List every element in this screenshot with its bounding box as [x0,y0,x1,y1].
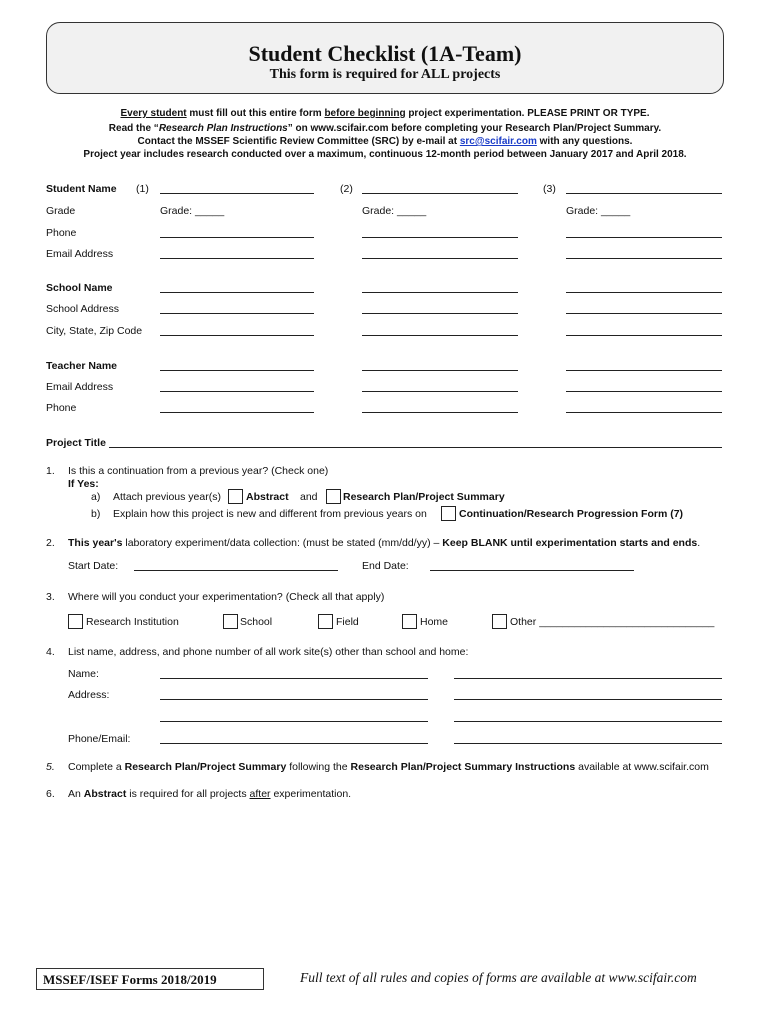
school-address-label: School Address [46,303,119,315]
worksite2-address2-field[interactable] [454,721,722,722]
project-title-label: Project Title [46,437,106,449]
student1-grade-field[interactable]: Grade: _____ [160,205,225,217]
abstract-label: Abstract [246,491,289,503]
worksite2-name-field[interactable] [454,678,722,679]
q4-text: List name, address, and phone number of all work site(s) other than school and home: [68,646,469,658]
student1-teacher-phone-field[interactable] [160,412,314,413]
and-label: and [300,491,318,503]
q6-a: An [68,788,84,800]
intro-text: must fill out this entire form [186,108,325,119]
student2-name-field[interactable] [362,193,518,194]
q6-b: Abstract [83,788,127,800]
worksite-phone-label: Phone/Email: [68,733,131,745]
q3-number: 3. [46,591,55,603]
research-plan-label: Research Plan/Project Summary [343,491,505,503]
intro-text: Contact the MSSEF Scientific Review Committee (SRC) by e-mail at [137,136,460,147]
q6-d: after [249,788,271,800]
city-label: City, State, Zip Code [46,325,143,337]
student1-email-field[interactable] [160,258,314,259]
col3-label: (3) [543,183,556,195]
student2-city-field[interactable] [362,335,518,336]
other-field[interactable]: ______________________________ [539,616,715,628]
intro-line-3 [40,136,730,147]
student-name-label: Student Name [46,183,117,195]
student2-grade-field[interactable]: Grade: _____ [362,205,427,217]
research-institution-label: Research Institution [86,616,179,628]
q4-number: 4. [46,646,55,658]
q5-c: following the [286,761,351,773]
q2-text-main: laboratory experiment/data collection: (must be stated (mm/dd/yy) – [122,537,443,549]
student2-phone-field[interactable] [362,237,518,238]
teacher-phone-label: Phone [46,402,77,414]
abstract-checkbox[interactable] [228,489,243,504]
school-name-label: School Name [46,282,113,294]
q3-text: Where will you conduct your experimentation? (Check all that apply) [68,591,385,603]
student3-teacher-phone-field[interactable] [566,412,722,413]
student1-city-field[interactable] [160,335,314,336]
project-title-field[interactable] [109,447,722,448]
q2-this-year: This year's [68,537,123,549]
worksite-address-label: Address: [68,689,110,701]
intro-line-1 [40,108,730,119]
student1-school-address-field[interactable] [160,313,314,314]
q6-text [68,788,351,800]
q5-b: Research Plan/Project Summary [124,761,287,773]
q5-text [68,761,709,773]
continuation-form-label: Continuation/Research Progression Form (7) [459,508,684,520]
worksite-name-label: Name: [68,668,99,680]
other-label [510,616,714,628]
student3-school-address-field[interactable] [566,313,722,314]
start-date-field[interactable] [134,570,338,571]
q2-period: . [697,537,701,549]
home-label: Home [420,616,449,628]
worksite1-name-field[interactable] [160,678,428,679]
intro-every-student: Every student [120,108,187,119]
src-email-link[interactable]: src@scifair.com [459,136,537,147]
q1-ifyes: If Yes: [68,478,99,490]
student1-name-field[interactable] [160,193,314,194]
intro-text: Read the “ [108,123,159,134]
student3-teacher-email-field[interactable] [566,391,722,392]
other-label-text: Other [510,616,537,628]
school-label: School [240,616,273,628]
q2-number: 2. [46,537,55,549]
page-title: Student Checklist (1A-Team) [248,41,522,66]
student3-city-field[interactable] [566,335,722,336]
q5-a: Complete a [68,761,125,773]
student2-email-field[interactable] [362,258,518,259]
col2-label: (2) [340,183,353,195]
intro-before-beginning: before beginning [324,108,406,119]
worksite1-address2-field[interactable] [160,721,428,722]
student3-phone-field[interactable] [566,237,722,238]
research-institution-checkbox[interactable] [68,614,83,629]
student3-school-field[interactable] [566,292,722,293]
footer-note: Full text of all rules and copies of forms are available at www.scifair.com [300,970,697,985]
start-date-label: Start Date: [68,560,119,572]
student3-grade-field[interactable]: Grade: _____ [566,205,631,217]
q6-e: experimentation. [270,788,352,800]
student1-teacher-email-field[interactable] [160,391,314,392]
q5-e: available at www.scifair.com [575,761,709,773]
student2-teacher-email-field[interactable] [362,391,518,392]
phone-label: Phone [46,227,77,239]
q1-a-label: a) [91,491,101,503]
student1-teacher-field[interactable] [160,370,314,371]
intro-line-4: Project year includes research conducted over a maximum, continuous 12-month period between January 2017 and April 2018. [83,149,687,160]
header-box [46,22,724,94]
intro-rp-instructions: Research Plan Instructions [158,123,288,134]
q1-b-label: b) [91,508,101,520]
student3-name-field[interactable] [566,193,722,194]
end-date-field[interactable] [430,570,634,571]
field-checkbox[interactable] [318,614,333,629]
intro-text: ” on www.scifair.com before completing your Research Plan/Project Summary. [287,123,662,134]
student2-school-field[interactable] [362,292,518,293]
page-subtitle: This form is required for ALL projects [269,67,501,82]
q6-c: is required for all projects [126,788,250,800]
end-date-label: End Date: [362,560,409,572]
field-label: Field [336,616,359,628]
research-plan-checkbox[interactable] [326,489,341,504]
intro-text: project experimentation. PLEASE PRINT OR TYPE. [405,108,650,119]
student2-school-address-field[interactable] [362,313,518,314]
q1-number: 1. [46,465,55,477]
teacher-name-label: Teacher Name [46,360,118,372]
intro-line-2 [40,123,730,134]
home-checkbox[interactable] [402,614,417,629]
q1-b-text: Explain how this project is new and different from previous years on [113,508,427,520]
col1-label: (1) [136,183,149,195]
email-label: Email Address [46,248,114,260]
intro-text: with any questions. [536,136,633,147]
worksite1-address-field[interactable] [160,699,428,700]
grade-label: Grade [46,205,76,217]
school-checkbox[interactable] [223,614,238,629]
student2-teacher-phone-field[interactable] [362,412,518,413]
student1-phone-field[interactable] [160,237,314,238]
q2-text [68,537,700,549]
q5-number: 5. [46,761,55,773]
student2-teacher-field[interactable] [362,370,518,371]
worksite2-address-field[interactable] [454,699,722,700]
worksite1-phone-field[interactable] [160,743,428,744]
other-checkbox[interactable] [492,614,507,629]
worksite2-phone-field[interactable] [454,743,722,744]
continuation-form-checkbox[interactable] [441,506,456,521]
footer-forms-label: MSSEF/ISEF Forms 2018/2019 [36,968,264,990]
q1-a-text: Attach previous year(s) [113,491,221,503]
q2-keep-blank: Keep BLANK until experimentation starts and ends [442,537,698,549]
teacher-email-label: Email Address [46,381,114,393]
student1-school-field[interactable] [160,292,314,293]
q1-text: Is this a continuation from a previous year? (Check one) [68,465,329,477]
q6-number: 6. [46,788,55,800]
q5-d: Research Plan/Project Summary Instructions [350,761,576,773]
student3-teacher-field[interactable] [566,370,722,371]
student3-email-field[interactable] [566,258,722,259]
